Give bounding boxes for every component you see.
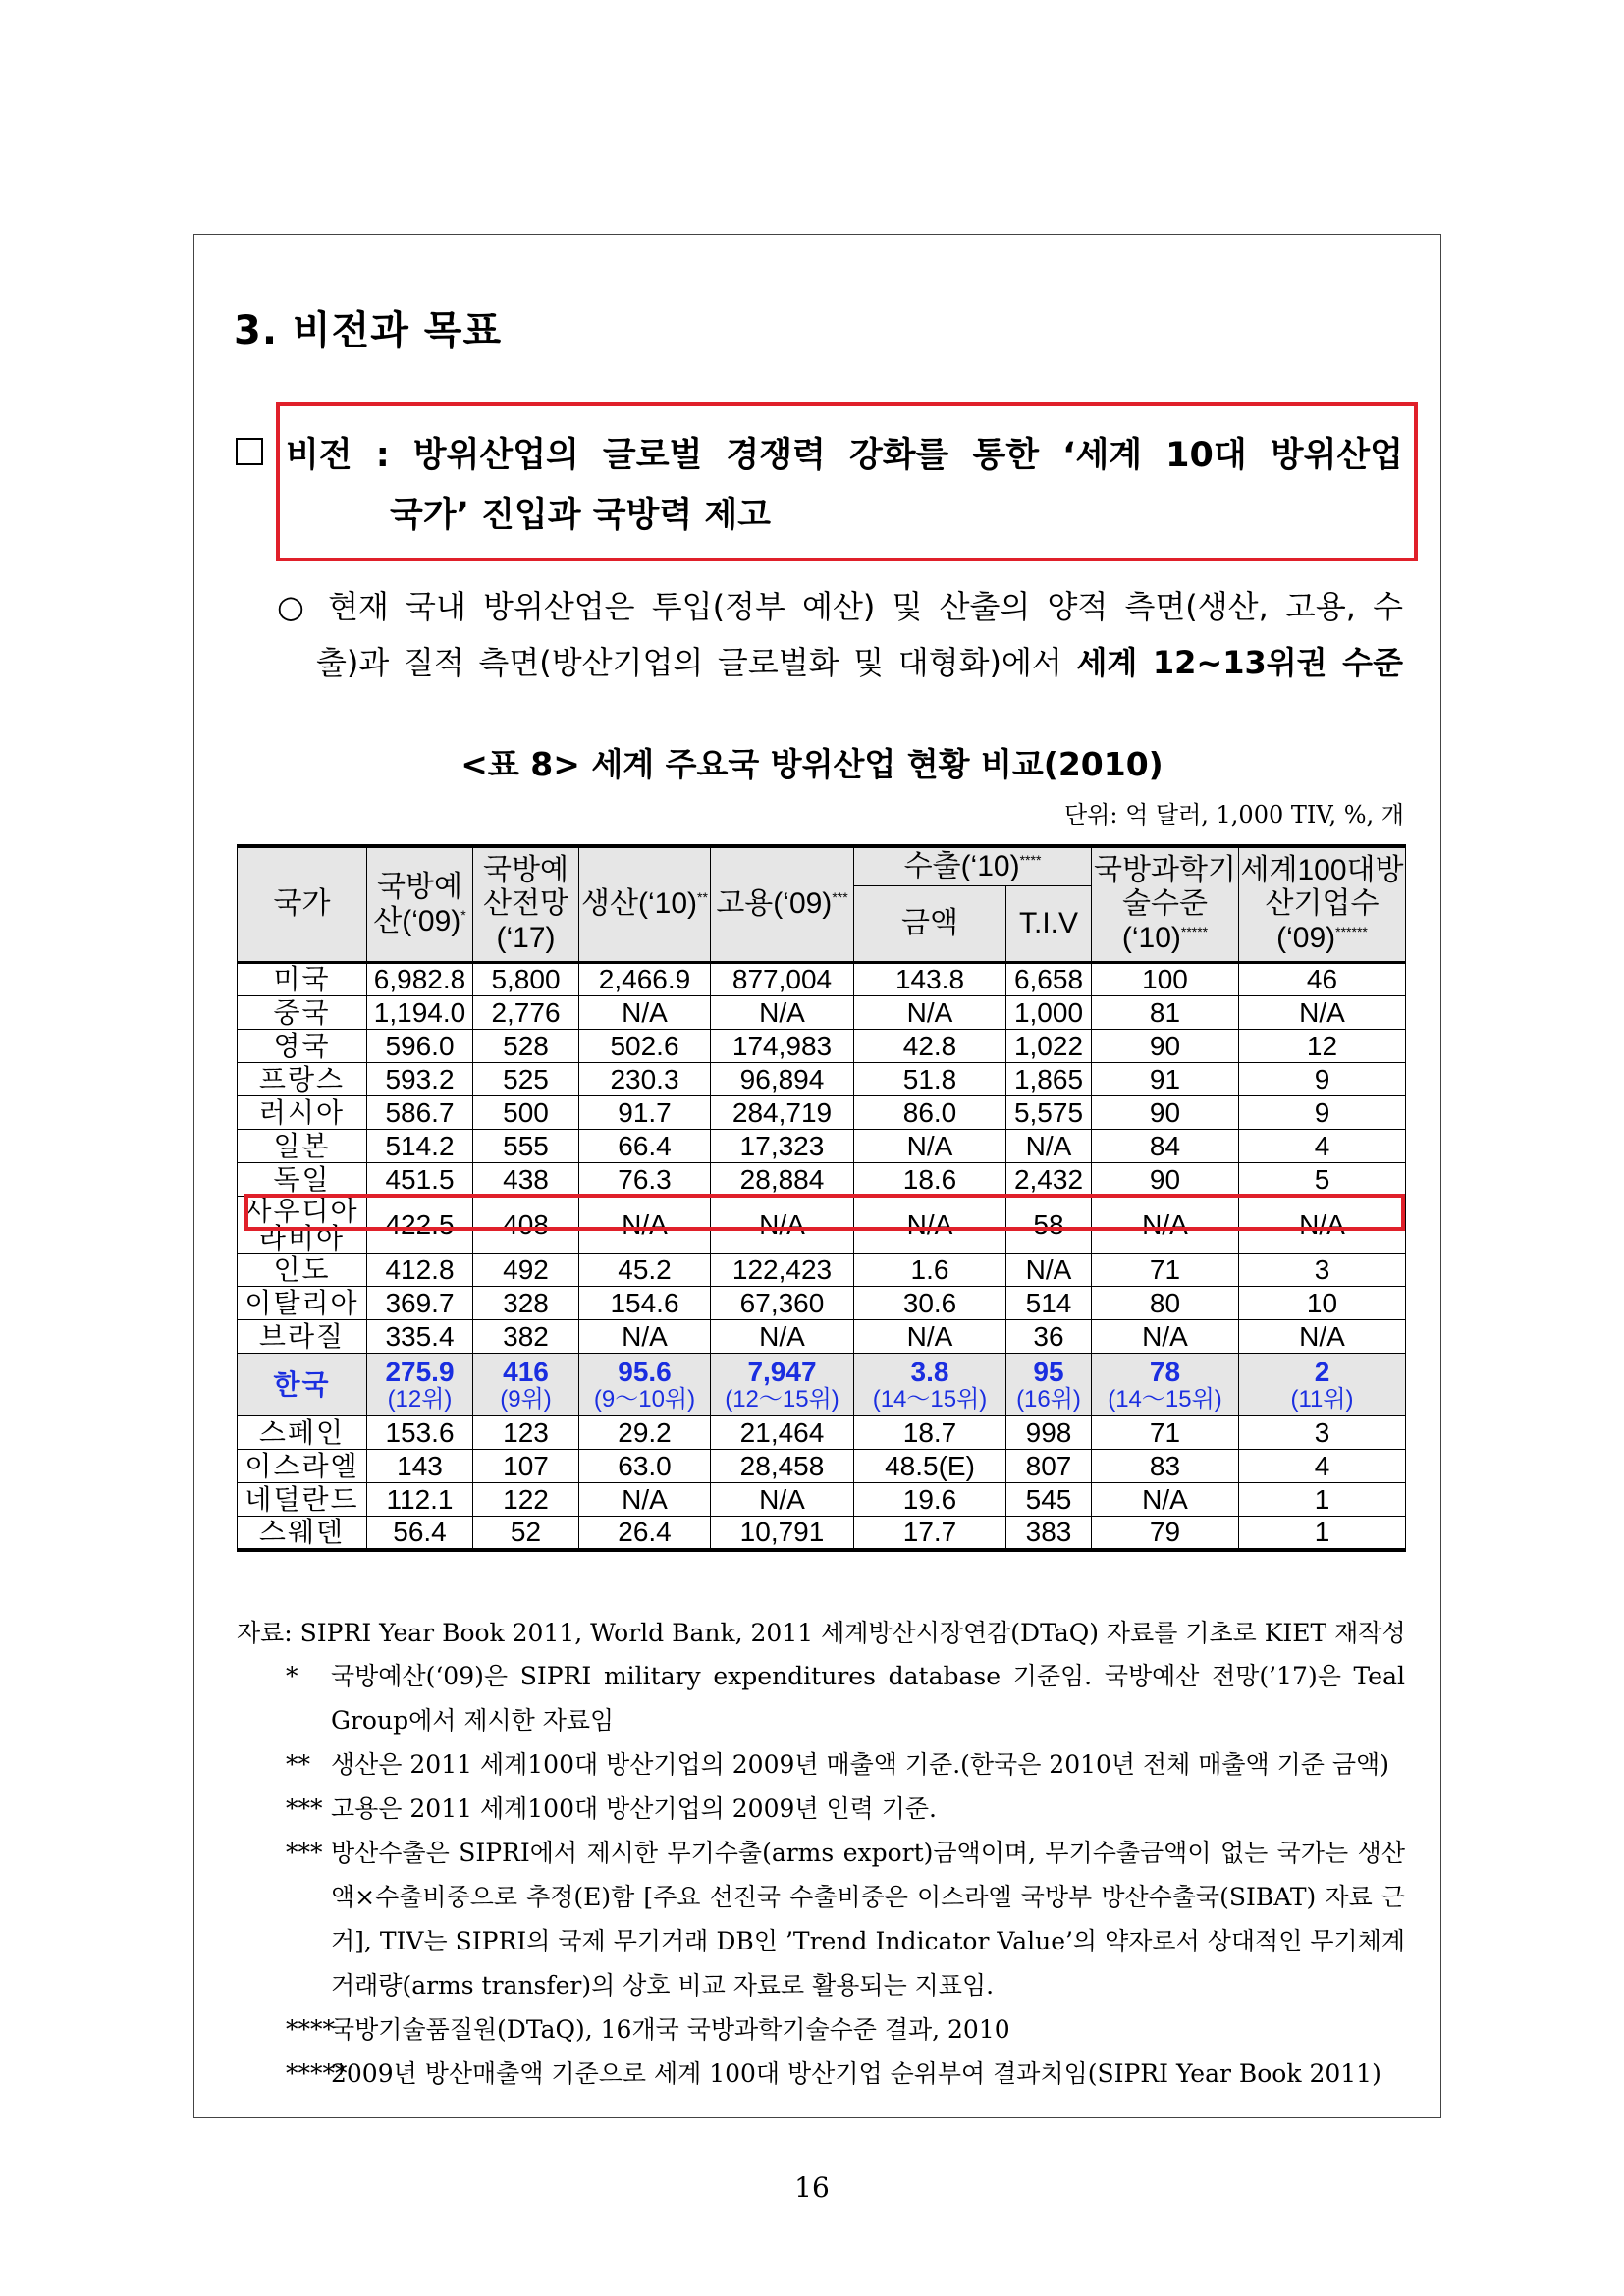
- cell-production: 63.0: [579, 1450, 711, 1483]
- header-employment-text: 고용(‘09): [716, 887, 833, 921]
- cell-country: 브라질: [238, 1320, 367, 1354]
- footnote: [286, 2052, 1405, 2096]
- cell-export: 17.7: [854, 1517, 1006, 1550]
- cell-country: 이스라엘: [238, 1450, 367, 1483]
- table-row: [238, 1163, 1406, 1197]
- table-row: [238, 1320, 1406, 1354]
- footnote-mark: ***: [286, 1839, 323, 1867]
- table-row: [238, 1096, 1406, 1130]
- cell-production: 29.2: [579, 1416, 711, 1450]
- cell-tiv: 998: [1006, 1416, 1092, 1450]
- cell-production: N/A: [579, 1320, 711, 1354]
- cell-export: 143.8: [854, 963, 1006, 996]
- cell-tech: 100: [1092, 963, 1239, 996]
- cell-employment: 10,791: [711, 1517, 854, 1550]
- header-production: [579, 846, 711, 963]
- cell-tech: 71: [1092, 1416, 1239, 1450]
- cell-country: 네덜란드: [238, 1483, 367, 1517]
- cell-tech: N/A: [1092, 1197, 1239, 1254]
- cell-tech: 71: [1092, 1254, 1239, 1287]
- table-row: [238, 1450, 1406, 1483]
- footnote: [286, 1787, 1405, 1831]
- table-row: [238, 1287, 1406, 1320]
- cell-budget: 369.7: [367, 1287, 473, 1320]
- cell-budget-rank: (12위): [387, 1385, 453, 1413]
- cell-top100: 1: [1239, 1483, 1406, 1517]
- cell-forecast: 52: [473, 1517, 579, 1550]
- header-export-amount: 금액: [854, 886, 1006, 963]
- table-row: [238, 963, 1406, 996]
- cell-top100: N/A: [1239, 996, 1406, 1030]
- footnote-text: 국방예산(‘09)은 SIPRI military expenditures database 기준임. 국방예산 전망(’17)은 Teal Group에서 제시한 자료임: [331, 1662, 1405, 1735]
- cell-export: 19.6: [854, 1483, 1006, 1517]
- cell-top100: 5: [1239, 1163, 1406, 1197]
- cell-forecast: 525: [473, 1063, 579, 1096]
- table-row: [238, 1416, 1406, 1450]
- cell-employment: 21,464: [711, 1416, 854, 1450]
- cell-top100: 1: [1239, 1517, 1406, 1550]
- footnote-mark: ****: [286, 2015, 335, 2044]
- cell-employment-rank: (12～15위): [725, 1385, 839, 1413]
- cell-top100: 46: [1239, 963, 1406, 996]
- cell-budget: 56.4: [367, 1517, 473, 1550]
- cell-tiv: 807: [1006, 1450, 1092, 1483]
- cell-production: 76.3: [579, 1163, 711, 1197]
- cell-budget: 153.6: [367, 1416, 473, 1450]
- cell-tiv: 1,000: [1006, 996, 1092, 1030]
- cell-production: N/A: [579, 1483, 711, 1517]
- table-row: [238, 1254, 1406, 1287]
- cell-tech: [1092, 1354, 1239, 1416]
- cell-production-rank: (9～10위): [593, 1385, 696, 1413]
- footnote-text: 2009년 방산매출액 기준으로 세계 100대 방산기업 순위부여 결과치임(SIPRI Year Book 2011): [331, 2059, 1381, 2088]
- cell-tiv: 1,865: [1006, 1063, 1092, 1096]
- cell-top100: 3: [1239, 1416, 1406, 1450]
- cell-forecast: 408: [473, 1197, 579, 1254]
- cell-budget: 335.4: [367, 1320, 473, 1354]
- table-row: [238, 1030, 1406, 1063]
- cell-forecast: [473, 1354, 579, 1416]
- cell-employment: 17,323: [711, 1130, 854, 1163]
- cell-tech: N/A: [1092, 1483, 1239, 1517]
- cell-tiv: 514: [1006, 1287, 1092, 1320]
- cell-export: 1.6: [854, 1254, 1006, 1287]
- footnote: [286, 1831, 1405, 2007]
- bullet-line-2-emphasis: 세계 12~13위권 수준: [1076, 644, 1403, 681]
- cell-budget: 1,194.0: [367, 996, 473, 1030]
- cell-top100-value: 2: [1314, 1356, 1330, 1387]
- cell-tech: N/A: [1092, 1320, 1239, 1354]
- cell-forecast: 2,776: [473, 996, 579, 1030]
- cell-budget: 586.7: [367, 1096, 473, 1130]
- cell-top100: [1239, 1354, 1406, 1416]
- cell-employment: 67,360: [711, 1287, 854, 1320]
- cell-forecast: 328: [473, 1287, 579, 1320]
- header-export: [854, 846, 1092, 886]
- cell-production: 66.4: [579, 1130, 711, 1163]
- cell-budget: 451.5: [367, 1163, 473, 1197]
- cell-country: 한국: [238, 1354, 367, 1416]
- cell-top100: 12: [1239, 1030, 1406, 1063]
- cell-forecast: 5,800: [473, 963, 579, 996]
- table-row: [238, 1063, 1406, 1096]
- cell-employment: N/A: [711, 1320, 854, 1354]
- table-row: [238, 996, 1406, 1030]
- cell-tiv-value: 95: [1033, 1356, 1064, 1387]
- cell-top100: 9: [1239, 1063, 1406, 1096]
- cell-budget: 6,982.8: [367, 963, 473, 996]
- footnote-text: 방산수출은 SIPRI에서 제시한 무기수출(arms export)금액이며, 무기수출금액이 없는 국가는 생산액×수출비중으로 추정(E)함 [주요 선진국 수출비중은 이스라엘 국방부 방산수출국(SIBAT) 자료 근거], TIV는 SIPRI의 국제 무기거래 DB인 ’Trend Indicator Value’의 약자로서 상대적인 무기체계 거래량(arms transfer)의 상호 비교 자료로 활용되는 지표임.: [331, 1839, 1405, 2000]
- header-employment: [711, 846, 854, 963]
- checkbox-icon: [236, 438, 263, 465]
- cell-export-value: 3.8: [910, 1356, 949, 1387]
- cell-forecast: 528: [473, 1030, 579, 1063]
- cell-production: N/A: [579, 1197, 711, 1254]
- footnote-text: 고용은 2011 세계100대 방산기업의 2009년 인력 기준.: [331, 1794, 937, 1823]
- cell-budget: 514.2: [367, 1130, 473, 1163]
- cell-production: 2,466.9: [579, 963, 711, 996]
- cell-tiv: 545: [1006, 1483, 1092, 1517]
- cell-forecast: 500: [473, 1096, 579, 1130]
- cell-export: 30.6: [854, 1287, 1006, 1320]
- cell-budget: 143: [367, 1450, 473, 1483]
- cell-budget-value: 275.9: [385, 1356, 455, 1387]
- cell-export-rank: (14～15위): [872, 1385, 988, 1413]
- cell-budget: 596.0: [367, 1030, 473, 1063]
- cell-tech: 84: [1092, 1130, 1239, 1163]
- cell-production: [579, 1354, 711, 1416]
- cell-employment: N/A: [711, 996, 854, 1030]
- cell-export: 18.6: [854, 1163, 1006, 1197]
- header-budget-forecast: 국방예산전망(‘17): [473, 846, 579, 963]
- cell-production: 26.4: [579, 1517, 711, 1550]
- cell-country: 러시아: [238, 1096, 367, 1130]
- cell-production: 230.3: [579, 1063, 711, 1096]
- section-title: 3. 비전과 목표: [234, 308, 503, 353]
- page-number: 16: [794, 2171, 830, 2204]
- cell-employment: 877,004: [711, 963, 854, 996]
- cell-tech: 83: [1092, 1450, 1239, 1483]
- cell-top100: 4: [1239, 1450, 1406, 1483]
- footnote-mark: **: [286, 1750, 310, 1779]
- footnotes: [286, 1654, 1405, 2096]
- cell-tiv: 6,658: [1006, 963, 1092, 996]
- cell-forecast: 122: [473, 1483, 579, 1517]
- cell-tiv: 1,022: [1006, 1030, 1092, 1063]
- cell-export: 86.0: [854, 1096, 1006, 1130]
- header-tech-level: [1092, 846, 1239, 963]
- cell-tech-value: 78: [1149, 1356, 1181, 1387]
- cell-export: 42.8: [854, 1030, 1006, 1063]
- cell-budget: 112.1: [367, 1483, 473, 1517]
- table-row: [238, 1483, 1406, 1517]
- cell-forecast-rank: (9위): [500, 1385, 552, 1413]
- footnote: [286, 1654, 1405, 1742]
- vision-line-2: 국가’ 진입과 국방력 제고: [390, 496, 771, 535]
- cell-country: 프랑스: [238, 1063, 367, 1096]
- header-tech-level-text: 국방과학기술수준(‘10): [1094, 853, 1236, 954]
- cell-top100: N/A: [1239, 1197, 1406, 1254]
- header-top100: [1239, 846, 1406, 963]
- cell-export: 48.5(E): [854, 1450, 1006, 1483]
- cell-forecast: 107: [473, 1450, 579, 1483]
- cell-export: [854, 1354, 1006, 1416]
- footnote-mark: *****: [286, 2059, 348, 2088]
- cell-production: N/A: [579, 996, 711, 1030]
- footnote-mark: ***: [286, 1794, 323, 1823]
- footnote: [286, 2007, 1405, 2052]
- cell-top100: 9: [1239, 1096, 1406, 1130]
- header-export-tiv: T.I.V: [1006, 886, 1092, 963]
- cell-country: 미국: [238, 963, 367, 996]
- cell-forecast: 492: [473, 1254, 579, 1287]
- cell-employment: N/A: [711, 1197, 854, 1254]
- header-budget-sup: *: [460, 906, 466, 923]
- cell-country: 인도: [238, 1254, 367, 1287]
- cell-employment-value: 7,947: [747, 1356, 817, 1387]
- cell-tiv: 58: [1006, 1197, 1092, 1254]
- cell-tiv: N/A: [1006, 1130, 1092, 1163]
- footnote-mark: *: [286, 1662, 298, 1690]
- cell-export: 51.8: [854, 1063, 1006, 1096]
- cell-country: 독일: [238, 1163, 367, 1197]
- cell-forecast: 438: [473, 1163, 579, 1197]
- cell-forecast: 382: [473, 1320, 579, 1354]
- cell-budget: 412.8: [367, 1254, 473, 1287]
- cell-employment: N/A: [711, 1483, 854, 1517]
- cell-forecast: 123: [473, 1416, 579, 1450]
- cell-tiv: 2,432: [1006, 1163, 1092, 1197]
- bullet-line-1: ○ 현재 국내 방위산업은 투입(정부 예산) 및 산출의 양적 측면(생산, 고용, 수: [277, 588, 1403, 625]
- cell-tech-rank: (14～15위): [1108, 1385, 1222, 1413]
- cell-export: N/A: [854, 1130, 1006, 1163]
- cell-budget: 422.5: [367, 1197, 473, 1254]
- cell-production: 154.6: [579, 1287, 711, 1320]
- cell-tiv-rank: (16위): [1016, 1385, 1081, 1413]
- cell-country: 일본: [238, 1130, 367, 1163]
- vision-highlight-box: [276, 402, 1418, 561]
- table-row: [238, 1517, 1406, 1550]
- header-production-text: 생산(‘10): [581, 887, 698, 921]
- cell-export: N/A: [854, 996, 1006, 1030]
- table-body: [238, 963, 1406, 1550]
- cell-export: 18.7: [854, 1416, 1006, 1450]
- cell-budget: [367, 1354, 473, 1416]
- cell-top100: 3: [1239, 1254, 1406, 1287]
- cell-employment: [711, 1354, 854, 1416]
- cell-tech: 80: [1092, 1287, 1239, 1320]
- cell-employment: 174,983: [711, 1030, 854, 1063]
- cell-country: 사우디아라비아: [238, 1197, 367, 1254]
- table-row: [238, 1354, 1406, 1416]
- header-country: 국가: [238, 846, 367, 963]
- cell-country: 이탈리아: [238, 1287, 367, 1320]
- cell-production: 502.6: [579, 1030, 711, 1063]
- cell-tech: 81: [1092, 996, 1239, 1030]
- bullet-line-2: [316, 638, 1403, 683]
- germany-row-highlight: [244, 1194, 1405, 1231]
- cell-tech: 90: [1092, 1163, 1239, 1197]
- cell-employment: 28,884: [711, 1163, 854, 1197]
- cell-tiv: N/A: [1006, 1254, 1092, 1287]
- cell-production: 45.2: [579, 1254, 711, 1287]
- cell-forecast: 555: [473, 1130, 579, 1163]
- cell-country: 영국: [238, 1030, 367, 1063]
- cell-employment: 96,894: [711, 1063, 854, 1096]
- bullet-line-2-text: 출)과 질적 측면(방산기업의 글로벌화 및 대형화)에서: [316, 644, 1077, 681]
- cell-employment: 28,458: [711, 1450, 854, 1483]
- cell-top100: N/A: [1239, 1320, 1406, 1354]
- table-source: 자료: SIPRI Year Book 2011, World Bank, 2011 세계방산시장연감(DTaQ) 자료를 기초로 KIET 재작성: [237, 1619, 1406, 1647]
- footnote-text: 국방기술품질원(DTaQ), 16개국 국방과학기술수준 결과, 2010: [331, 2015, 1010, 2044]
- cell-export: N/A: [854, 1197, 1006, 1254]
- table-units: 단위: 억 달러, 1,000 TIV, %, 개: [1064, 801, 1404, 828]
- cell-export: N/A: [854, 1320, 1006, 1354]
- footnote-text: 생산은 2011 세계100대 방산기업의 2009년 매출액 기준.(한국은 2010년 전체 매출액 기준 금액): [331, 1750, 1389, 1779]
- header-export-text: 수출(‘10): [903, 849, 1020, 882]
- cell-forecast-value: 416: [503, 1356, 549, 1387]
- cell-country: 중국: [238, 996, 367, 1030]
- header-budget: [367, 846, 473, 963]
- header-production-sup: **: [697, 889, 708, 906]
- cell-tiv: [1006, 1354, 1092, 1416]
- header-top100-sup: ******: [1335, 923, 1368, 939]
- cell-top100-rank: (11위): [1290, 1385, 1354, 1413]
- cell-budget: 593.2: [367, 1063, 473, 1096]
- cell-country: 스웨덴: [238, 1517, 367, 1550]
- cell-employment: 284,719: [711, 1096, 854, 1130]
- cell-top100: 10: [1239, 1287, 1406, 1320]
- cell-tech: 90: [1092, 1030, 1239, 1063]
- cell-top100: 4: [1239, 1130, 1406, 1163]
- header-top100-text: 세계100대방산기업수(‘09): [1240, 853, 1404, 954]
- cell-tiv: 383: [1006, 1517, 1092, 1550]
- table-title: <표 8> 세계 주요국 방위산업 현황 비교(2010): [460, 745, 1164, 783]
- header-tech-level-sup: *****: [1180, 923, 1209, 939]
- header-employment-sup: ***: [832, 889, 848, 906]
- header-export-sup: ****: [1019, 851, 1042, 868]
- cell-employment: 122,423: [711, 1254, 854, 1287]
- cell-tiv: 5,575: [1006, 1096, 1092, 1130]
- header-budget-text: 국방예산(‘09): [373, 871, 462, 937]
- cell-tech: 79: [1092, 1517, 1239, 1550]
- cell-tiv: 36: [1006, 1320, 1092, 1354]
- footnote: [286, 1742, 1405, 1787]
- cell-production: 91.7: [579, 1096, 711, 1130]
- vision-line-1: 비전 : 방위산업의 글로벌 경쟁력 강화를 통한 ‘세계 10대 방위산업: [286, 436, 1403, 475]
- table-row: [238, 1130, 1406, 1163]
- cell-production-value: 95.6: [618, 1356, 672, 1387]
- cell-tech: 90: [1092, 1096, 1239, 1130]
- cell-tech: 91: [1092, 1063, 1239, 1096]
- cell-country: 스페인: [238, 1416, 367, 1450]
